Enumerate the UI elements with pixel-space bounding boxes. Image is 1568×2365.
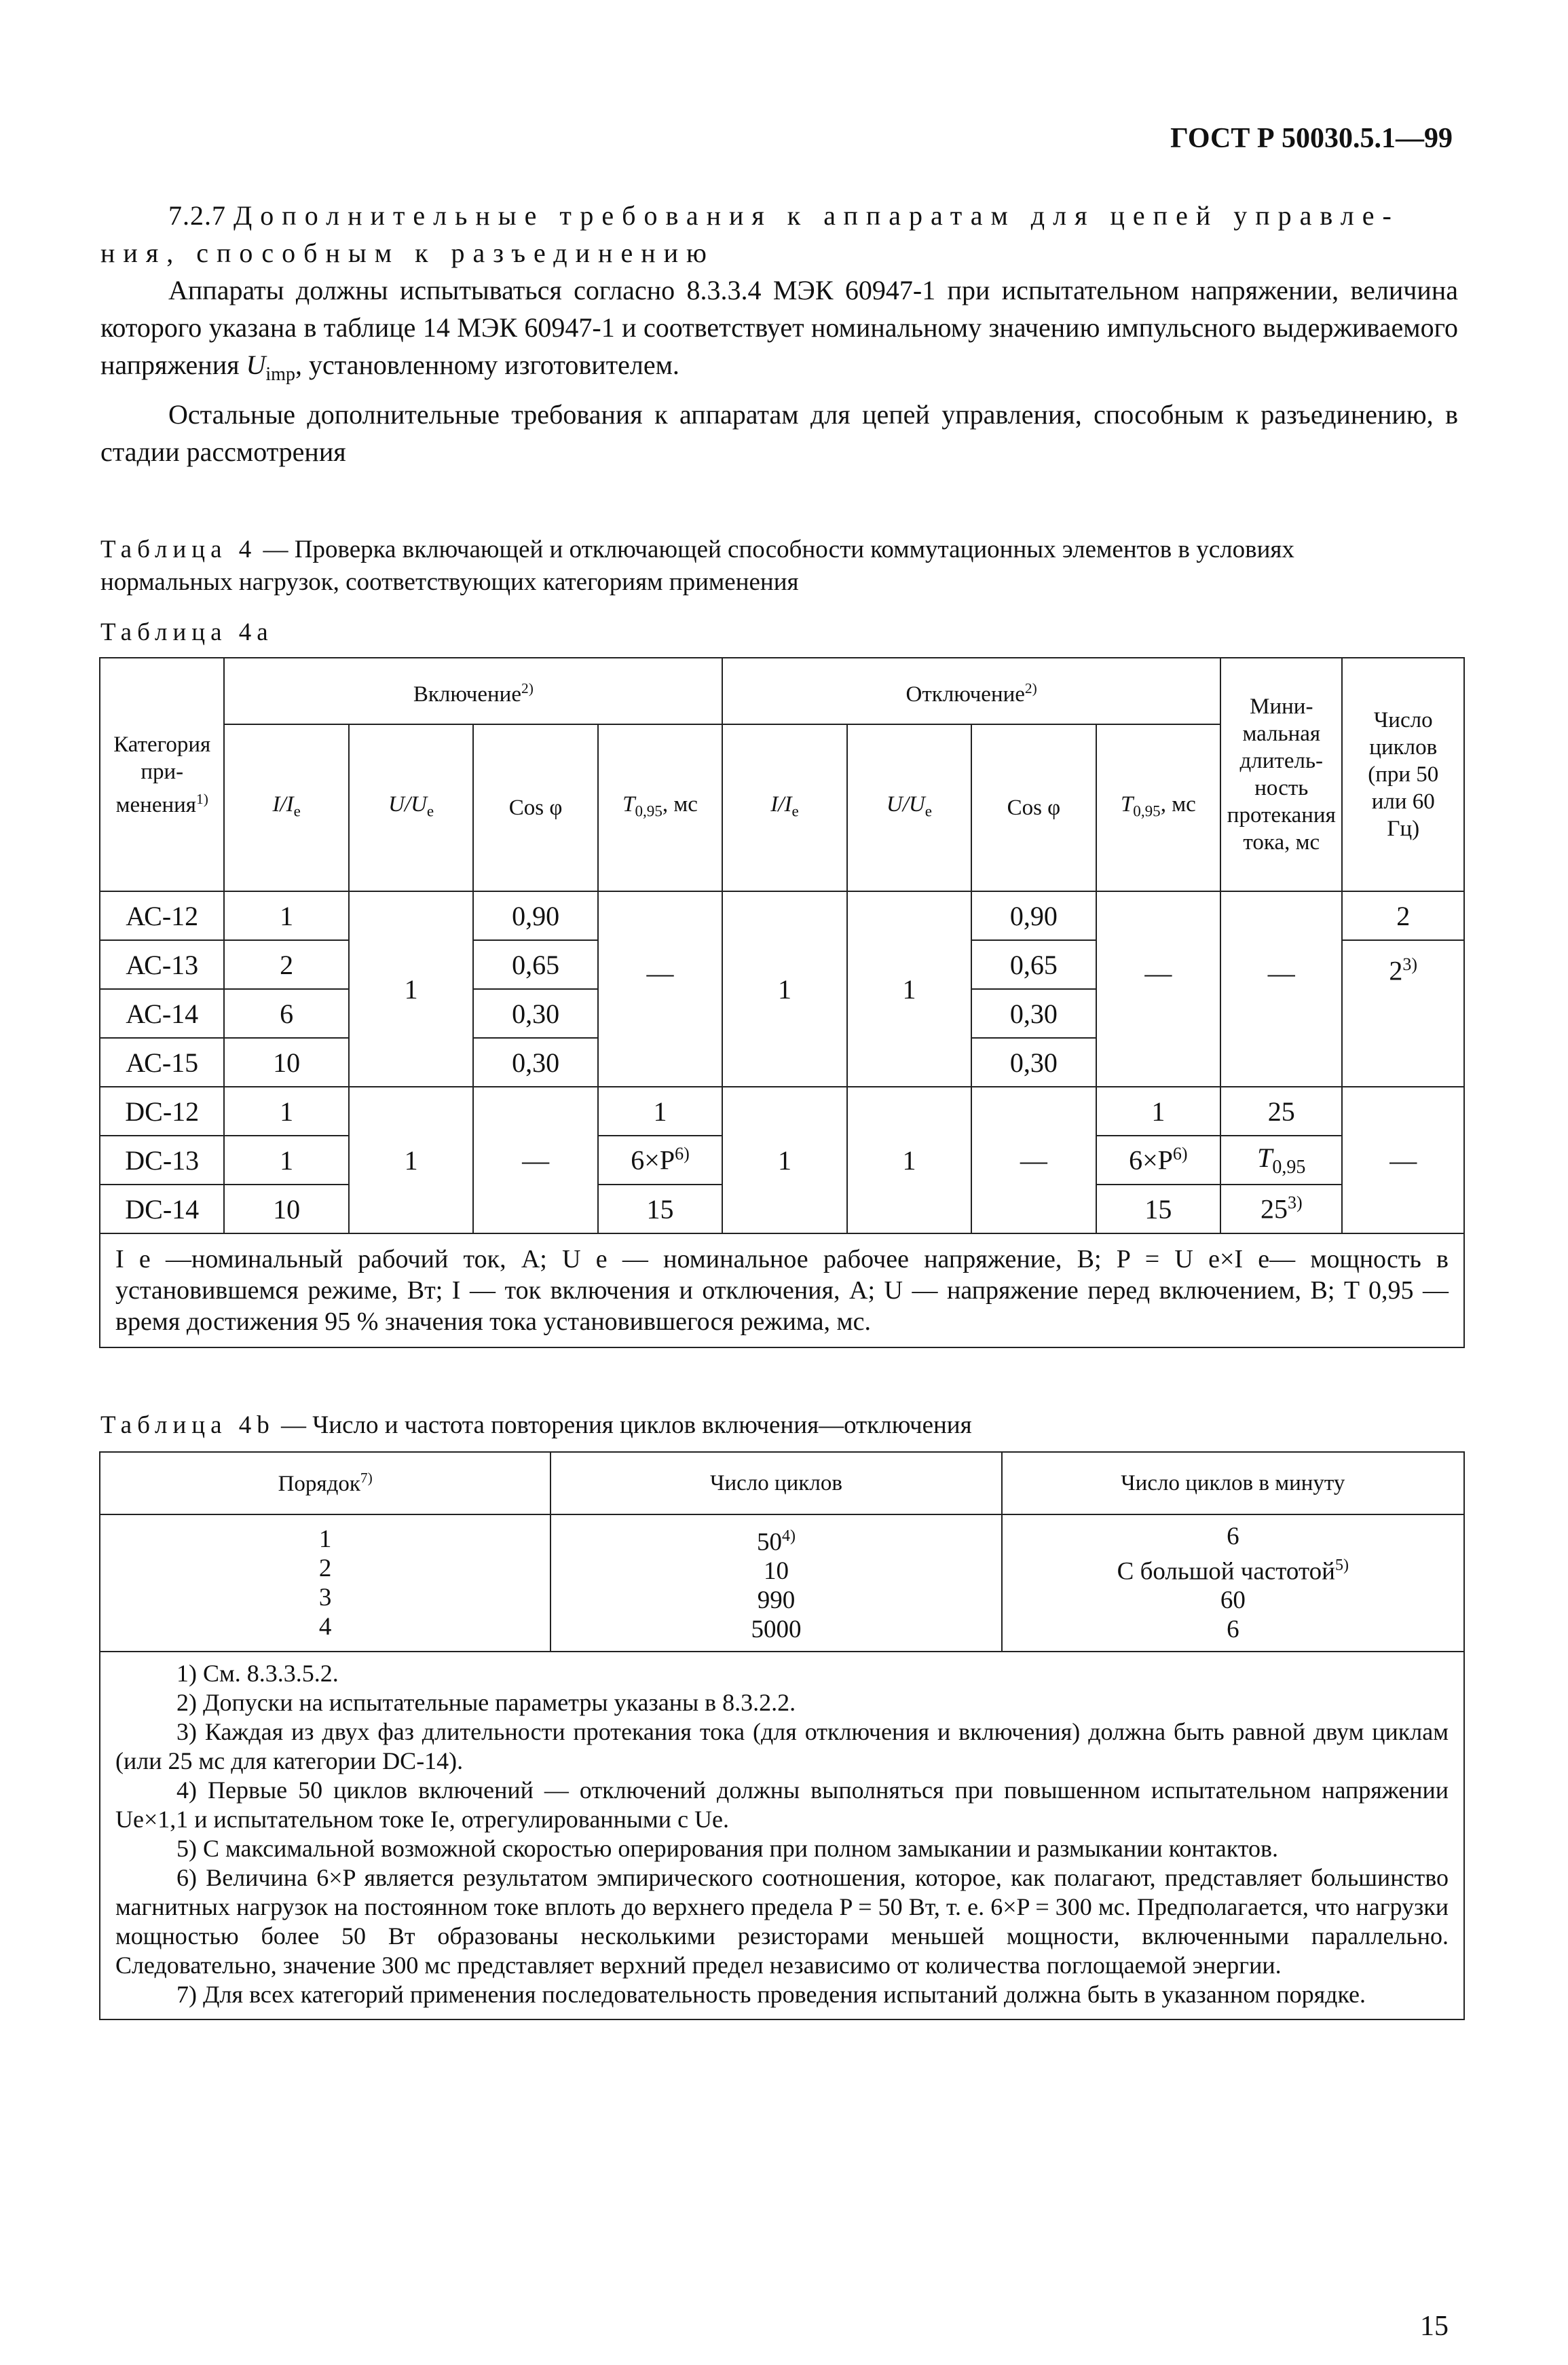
list-item: 2 bbox=[318, 1554, 332, 1583]
header-off-i: $I/I_e$ bbox=[722, 724, 846, 891]
header-off: Отключение$^{2)}$ bbox=[722, 658, 1220, 724]
table-cell: 0,30 bbox=[473, 1038, 597, 1087]
list-item: 3 bbox=[318, 1584, 332, 1612]
table-cell: 15 bbox=[1096, 1185, 1220, 1233]
section-7-2-7 bbox=[100, 197, 1458, 470]
table-cell-u-on-ac: 1 bbox=[349, 891, 473, 1087]
table4a-label: Таблица 4а bbox=[100, 618, 274, 646]
header-order: Порядок$^{7)}$ bbox=[100, 1452, 550, 1514]
table-cell: 2 bbox=[1342, 891, 1464, 940]
header-cycles: Число циклов bbox=[550, 1452, 1001, 1514]
section-title-line1: Дополнительные требования к аппаратам для цепей управле- bbox=[234, 200, 1400, 231]
header-min-duration: Минимальная длительность протекания тока, мс bbox=[1220, 658, 1342, 891]
section-paragraph-2: Остальные дополнительные требования к аппаратам для цепей управления, способным к разъединению, в стадии рассмотрения bbox=[100, 399, 1458, 467]
header-on-cos: Cos φ bbox=[473, 724, 597, 891]
footnote-5: 5) С максимальной возможной скоростью оперирования при полном замыкании и размыкании контактов. bbox=[176, 1835, 1279, 1863]
footnote-1: 1) См. 8.3.3.5.2. bbox=[176, 1660, 339, 1688]
table-cell-t-off-ac: — bbox=[1096, 891, 1220, 1087]
table-cell: АС-12 bbox=[100, 891, 224, 940]
table-cell: 1 bbox=[224, 1136, 348, 1185]
table4b-caption: Таблица 4b — Число и частота повторения циклов включения—отключения bbox=[100, 1411, 972, 1439]
table-cell-u-off-ac: 1 bbox=[847, 891, 971, 1087]
table-cell: АС-15 bbox=[100, 1038, 224, 1087]
table-cell-u-off-dc: 1 bbox=[847, 1087, 971, 1233]
table-cell: АС-13 bbox=[100, 940, 224, 989]
header-off-cos: Cos φ bbox=[971, 724, 1096, 891]
table-cell: 0,65 bbox=[971, 940, 1096, 989]
header-cycles-per-minute: Число циклов в минуту bbox=[1002, 1452, 1464, 1514]
footnote-3: 3) Каждая из двух фаз длительности протекания тока (для отключения и включения) должна быть равной двум циклам (или 25 мс для категории DC-14). bbox=[115, 1718, 1449, 1775]
table-cell: 0,90 bbox=[473, 891, 597, 940]
table-cell-i-off-ac: 1 bbox=[722, 891, 846, 1087]
header-off-t095: $T_{0,95}$, мс bbox=[1096, 724, 1220, 891]
footnote-2: 2) Допуски на испытательные параметры указаны в 8.3.2.2. bbox=[176, 1689, 796, 1717]
table-cell: 6 bbox=[224, 989, 348, 1038]
header-category: Категория применения$^{1)}$ bbox=[100, 658, 224, 891]
table-cell: 1 bbox=[224, 891, 348, 940]
table-cell-cos-on-dc: — bbox=[473, 1087, 597, 1233]
cycles-list bbox=[550, 1514, 1001, 1652]
table-cell-u-on-dc: 1 bbox=[349, 1087, 473, 1233]
table-cell: 10 bbox=[224, 1038, 348, 1087]
table-cell: 25$^{3)}$ bbox=[1220, 1185, 1342, 1233]
table-cell-i-off-dc: 1 bbox=[722, 1087, 846, 1233]
table-cell: 1 bbox=[224, 1087, 348, 1136]
table-cell: DC-14 bbox=[100, 1185, 224, 1233]
table4a-note: I e —номинальный рабочий ток, А; U e — номинальное рабочее напряжение, В; P = U e×I e— мощность в установившемся режиме, Вт; I — ток включения и отключения, А; U — напряжение перед включением, В; T 0,95 — время достижения 95 % значения тока установившегося режима, мс. bbox=[100, 1233, 1464, 1347]
table-cell: DC-12 bbox=[100, 1087, 224, 1136]
footnote-7: 7) Для всех категорий применения последовательность проведения испытаний должна быть в указанном порядке. bbox=[176, 1981, 1366, 2009]
table-cell: 15 bbox=[598, 1185, 722, 1233]
table-cell: 0,65 bbox=[473, 940, 597, 989]
table-cell: DC-13 bbox=[100, 1136, 224, 1185]
table4b-footnotes bbox=[100, 1652, 1464, 2019]
table-4a bbox=[99, 657, 1465, 1348]
section-number: 7.2.7 bbox=[168, 200, 226, 231]
table-cell: 1 bbox=[598, 1087, 722, 1136]
header-cycles: Число циклов (при 50 или 60 Гц) bbox=[1342, 658, 1464, 891]
table-cell-t-on-ac: — bbox=[598, 891, 722, 1087]
header-on-u: $U/U_e$ bbox=[349, 724, 473, 891]
table4-label: Таблица 4 bbox=[100, 536, 257, 563]
table-cell-cycles-dc: — bbox=[1342, 1087, 1464, 1233]
table-cell-cos-off-dc: — bbox=[971, 1087, 1096, 1233]
section-paragraph-1: Аппараты должны испытываться согласно 8.3.3.4 МЭК 60947-1 при испытательном напряжении, величина которого указана в таблице 14 МЭК 60947-1 и соответствует номинальному значению импульсного выдерживаемого напряжения $U_{imp}$, установленному изготовителем. bbox=[100, 275, 1458, 385]
list-item: 6 bbox=[1227, 1616, 1239, 1644]
table-cell: АС-14 bbox=[100, 989, 224, 1038]
footnote-4: 4) Первые 50 циклов включений — отключений должны выполняться при повышенном испытательном напряжении Ue×1,1 и испытательном токе Ie, отрегулированными с Ue. bbox=[115, 1776, 1449, 1833]
table4b-label: Таблица 4b bbox=[100, 1411, 275, 1439]
header-on-t095: $T_{0,95}$, мс bbox=[598, 724, 722, 891]
list-item: 4 bbox=[318, 1613, 332, 1641]
table-cell: $T_{0,95}$ bbox=[1220, 1136, 1342, 1185]
table-cell: 0,30 bbox=[971, 989, 1096, 1038]
table-4b bbox=[99, 1451, 1465, 2020]
list-item: 50$^{4)}$ bbox=[756, 1527, 796, 1557]
list-item: 6 bbox=[1227, 1523, 1239, 1550]
header-on: Включение$^{2)}$ bbox=[224, 658, 722, 724]
table-cell: 0,30 bbox=[971, 1038, 1096, 1087]
table-cell: $6\times P^{6)}$ bbox=[598, 1136, 722, 1185]
list-item: 5000 bbox=[751, 1616, 802, 1644]
table-cell-min-ac: — bbox=[1220, 891, 1342, 1087]
table-cell: 1 bbox=[1096, 1087, 1220, 1136]
list-item: 990 bbox=[757, 1586, 796, 1615]
page-number: 15 bbox=[1420, 2311, 1449, 2342]
header-off-u: $U/U_e$ bbox=[847, 724, 971, 891]
list-item: 60 bbox=[1220, 1586, 1246, 1615]
table4-caption: Таблица 4 — Проверка включающей и отключающей способности коммутационных элементов в условиях нормальных нагрузок, соответствующих категориям применения bbox=[100, 536, 1294, 596]
list-item: С большой частотой$^{5)}$ bbox=[1117, 1557, 1349, 1586]
table-cell-cycles-ac: 2$^{3)}$ bbox=[1342, 940, 1464, 1087]
list-item: 1 bbox=[318, 1525, 332, 1554]
header-on-i: $I/I_e$ bbox=[224, 724, 348, 891]
table-cell: 25 bbox=[1220, 1087, 1342, 1136]
table-cell: $6\times P^{6)}$ bbox=[1096, 1136, 1220, 1185]
table-cell: 10 bbox=[224, 1185, 348, 1233]
table-cell: 0,30 bbox=[473, 989, 597, 1038]
footnote-6: 6) Величина 6×P является результатом эмпирического соотношения, которое, как полагают, представляет большинство магнитных нагрузок на постоянном токе вплоть до верхнего предела P = 50 Вт, т. е. 6×P = 300 мс. Предполагается, что нагрузки мощностью более 50 Вт образованы несколькими резисторами меньшей мощности, включенными параллельно. Следовательно, значение 300 мс представляет верхний предел независимо от количества поглощаемой энергии. bbox=[115, 1864, 1449, 1979]
document-header: ГОСТ Р 50030.5.1—99 bbox=[1170, 123, 1453, 154]
list-item: 10 bbox=[763, 1557, 789, 1586]
table-cell: 0,90 bbox=[971, 891, 1096, 940]
table-cell: 2 bbox=[224, 940, 348, 989]
order-list bbox=[100, 1514, 550, 1652]
section-title-line2: ния, способным к разъединению bbox=[100, 238, 715, 268]
per-minute-list bbox=[1002, 1514, 1464, 1652]
